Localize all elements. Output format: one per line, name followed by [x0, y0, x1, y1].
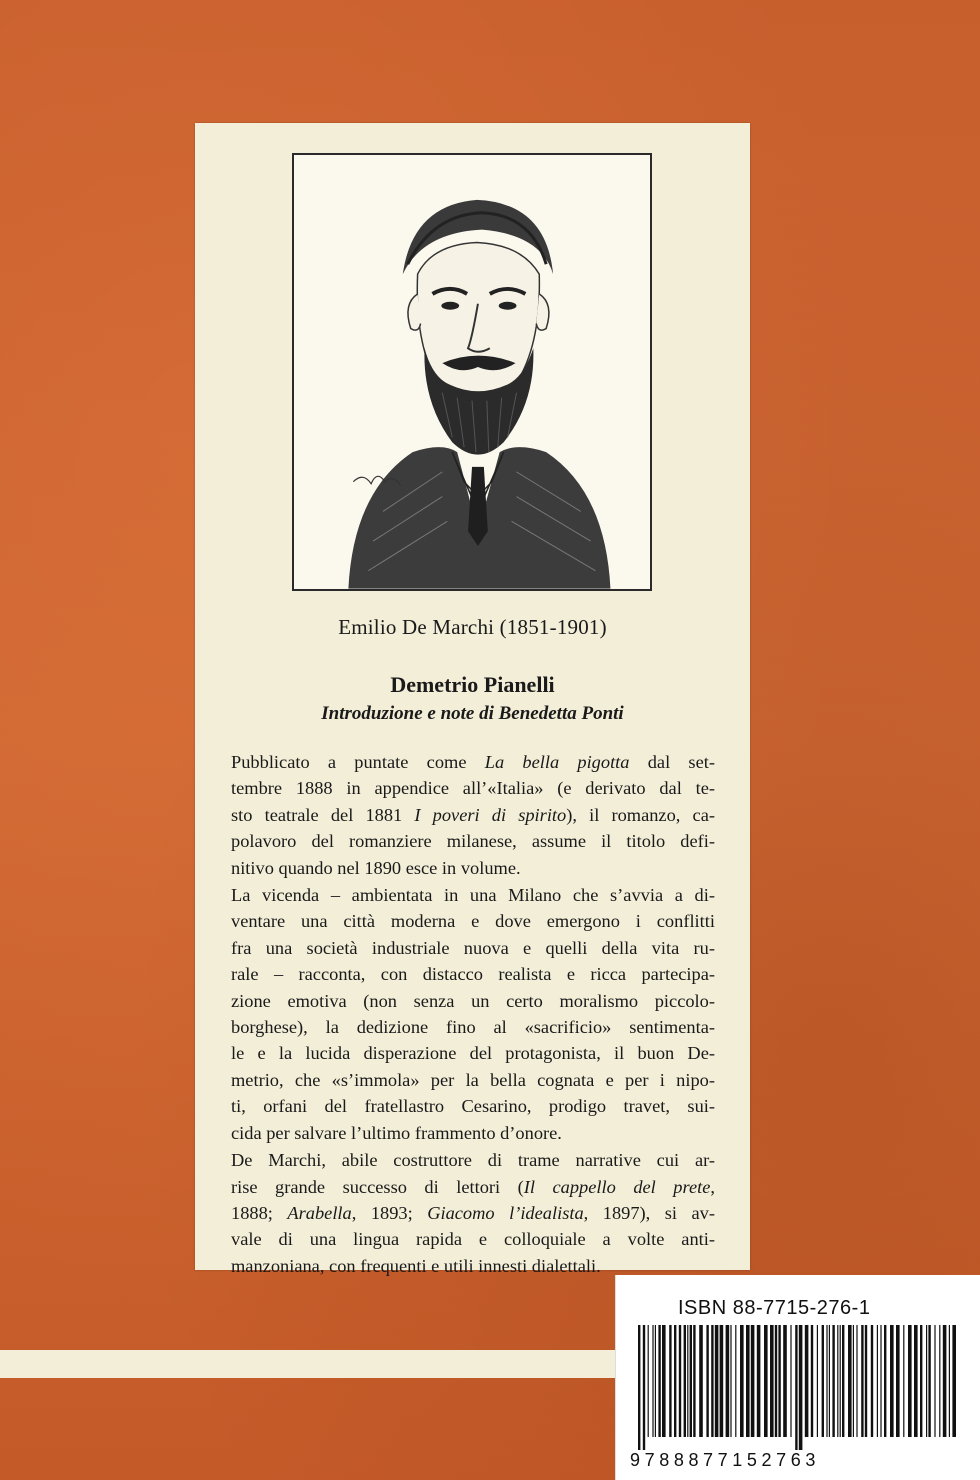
barcode-bar — [735, 1325, 736, 1437]
barcode-bar — [939, 1325, 940, 1437]
barcode-bar — [720, 1325, 724, 1437]
barcode-bar — [842, 1325, 844, 1437]
barcode-bar — [757, 1325, 761, 1437]
barcode-bar — [908, 1325, 912, 1437]
barcode-graphic — [634, 1325, 964, 1450]
blurb-text — [231, 749, 715, 1279]
blurb-line: le e la lucida disperazione del protagonista, il buon De- — [231, 1043, 715, 1064]
blurb-line: manzoniana, con frequenti e utili innesti dialettali. — [231, 1255, 601, 1276]
barcode-bar — [690, 1325, 692, 1437]
blurb-line: borghese), la dedizione fino al «sacrificio» sentimenta- — [231, 1017, 715, 1038]
barcode-bar — [726, 1325, 730, 1437]
barcode-bar — [822, 1325, 824, 1437]
barcode-bar — [638, 1325, 640, 1450]
author-portrait — [292, 153, 652, 591]
barcode-bar — [837, 1325, 838, 1437]
barcode-bar — [658, 1325, 660, 1437]
blurb-line: zione emotiva (non senza un certo moralismo piccolo- — [231, 990, 715, 1011]
barcode-bar — [926, 1325, 927, 1437]
barcode-bar — [674, 1325, 676, 1437]
blurb-line: De Marchi, abile costruttore di trame narrative cui ar- — [231, 1150, 715, 1171]
barcode-bar — [770, 1325, 774, 1437]
blurb-line: La vicenda – ambientata in una Milano che s’avvia a di- — [231, 885, 715, 906]
barcode-bar — [934, 1325, 935, 1437]
barcode-bar — [740, 1325, 744, 1437]
barcode-bar — [928, 1325, 930, 1437]
blurb-line: metrio, che «s’immola» per la bella cognata e per i nipo- — [231, 1069, 715, 1090]
italic-title: I poveri di spirito — [414, 804, 567, 825]
barcode-bar — [693, 1325, 695, 1437]
isbn-barcode-box — [615, 1275, 980, 1480]
barcode-bar — [920, 1325, 922, 1437]
blurb-line: vale di una lingua rapida e colloquiale a volte anti- — [231, 1229, 715, 1250]
barcode-bar — [643, 1325, 645, 1450]
blurb-line: ventare una città moderna e dove emergono i conflitti — [231, 911, 715, 932]
blurb-line: rise grande successo di lettori (Il cappello del prete, — [231, 1176, 715, 1197]
barcode-bar — [655, 1325, 656, 1437]
barcode-bar — [805, 1325, 809, 1437]
barcode-bar — [790, 1325, 791, 1437]
barcode-bar — [699, 1325, 703, 1437]
barcode-bar — [914, 1325, 918, 1437]
barcode-bar — [861, 1325, 863, 1437]
book-subtitle: Introduzione e note di Benedetta Ponti — [321, 703, 624, 724]
text-panel — [195, 123, 750, 1276]
barcode-bar — [856, 1325, 857, 1437]
blurb-paragraph-2 — [231, 882, 715, 1146]
barcode-bar — [890, 1325, 894, 1437]
barcode-bar — [871, 1325, 873, 1437]
barcode-bar — [877, 1325, 878, 1437]
barcode-bar — [783, 1325, 787, 1437]
blurb-line: ti, orfani del fratellastro Cesarino, prodigo travet, sui- — [231, 1096, 715, 1117]
barcode-bar — [764, 1325, 768, 1437]
barcode-bar — [826, 1325, 827, 1437]
blurb-paragraph-3 — [231, 1147, 715, 1279]
barcode-bar — [706, 1325, 708, 1437]
barcode-bar — [711, 1325, 713, 1437]
barcode-bar — [817, 1325, 818, 1437]
barcode-bar — [648, 1325, 649, 1437]
barcode-bar — [778, 1325, 780, 1437]
barcode-bar — [746, 1325, 750, 1437]
barcode-bar — [751, 1325, 755, 1437]
italic-title: Arabella — [287, 1202, 352, 1223]
blurb-line: polavoro del romanziere milanese, assume il titolo defi- — [231, 831, 715, 852]
barcode-bar — [848, 1325, 852, 1437]
barcode-bar — [853, 1325, 854, 1437]
barcode-digits: 9788877152763 — [630, 1450, 820, 1470]
barcode-bar — [687, 1325, 688, 1437]
barcode-bar — [730, 1325, 731, 1437]
barcode-bar — [715, 1325, 719, 1437]
italic-title: Il cappello del prete — [523, 1176, 711, 1197]
barcode-bar — [943, 1325, 947, 1437]
barcode-bar — [829, 1325, 830, 1437]
barcode-bar — [880, 1325, 881, 1437]
barcode-bar — [903, 1325, 904, 1437]
barcode-bar — [952, 1325, 956, 1437]
barcode-bar — [799, 1325, 803, 1450]
portrait-caption: Emilio De Marchi (1851-1901) — [338, 615, 607, 639]
blurb-line: 1888; Arabella, 1893; Giacomo l’idealista, 1897), si av- — [231, 1202, 715, 1223]
barcode-bar — [832, 1325, 834, 1437]
blurb-line: sto teatrale del 1881 I poveri di spirito), il romanzo, ca- — [231, 804, 715, 825]
blurb-line: fra una società industriale nuova e quelli della vita ru- — [231, 937, 715, 958]
barcode-bar — [896, 1325, 900, 1437]
barcode-bar — [662, 1325, 666, 1437]
blurb-line: Pubblicato a puntate come La bella pigotta dal set- — [231, 752, 715, 772]
blurb-line: cida per salvare l’ultimo frammento d’onore. — [231, 1122, 562, 1143]
blurb-line: nitivo quando nel 1890 esce in volume. — [231, 857, 521, 878]
blurb-paragraph-1 — [231, 749, 715, 881]
blurb-line: tembre 1888 in appendice all’«Italia» (e derivato dal te- — [231, 778, 715, 799]
barcode-bar — [679, 1325, 681, 1437]
blurb-line: rale – racconta, con distacco realista e ricca partecipa- — [231, 964, 715, 985]
barcode-bar — [684, 1325, 686, 1437]
barcode-bar — [795, 1325, 797, 1450]
barcode-bar — [884, 1325, 886, 1437]
barcode-bar — [865, 1325, 867, 1437]
portrait-sketch — [294, 155, 650, 589]
barcode-bar — [669, 1325, 671, 1437]
isbn-label: ISBN 88-7715-276-1 — [678, 1297, 871, 1319]
barcode-bar — [652, 1325, 653, 1437]
italic-title: Giacomo l’idealista — [427, 1202, 584, 1223]
book-title: Demetrio Pianelli — [390, 672, 555, 697]
barcode-bar — [949, 1325, 950, 1437]
barcode-bar — [811, 1325, 813, 1437]
barcode-bar — [840, 1325, 841, 1437]
italic-title: La bella pigotta — [484, 752, 630, 772]
barcode-bar — [775, 1325, 777, 1437]
